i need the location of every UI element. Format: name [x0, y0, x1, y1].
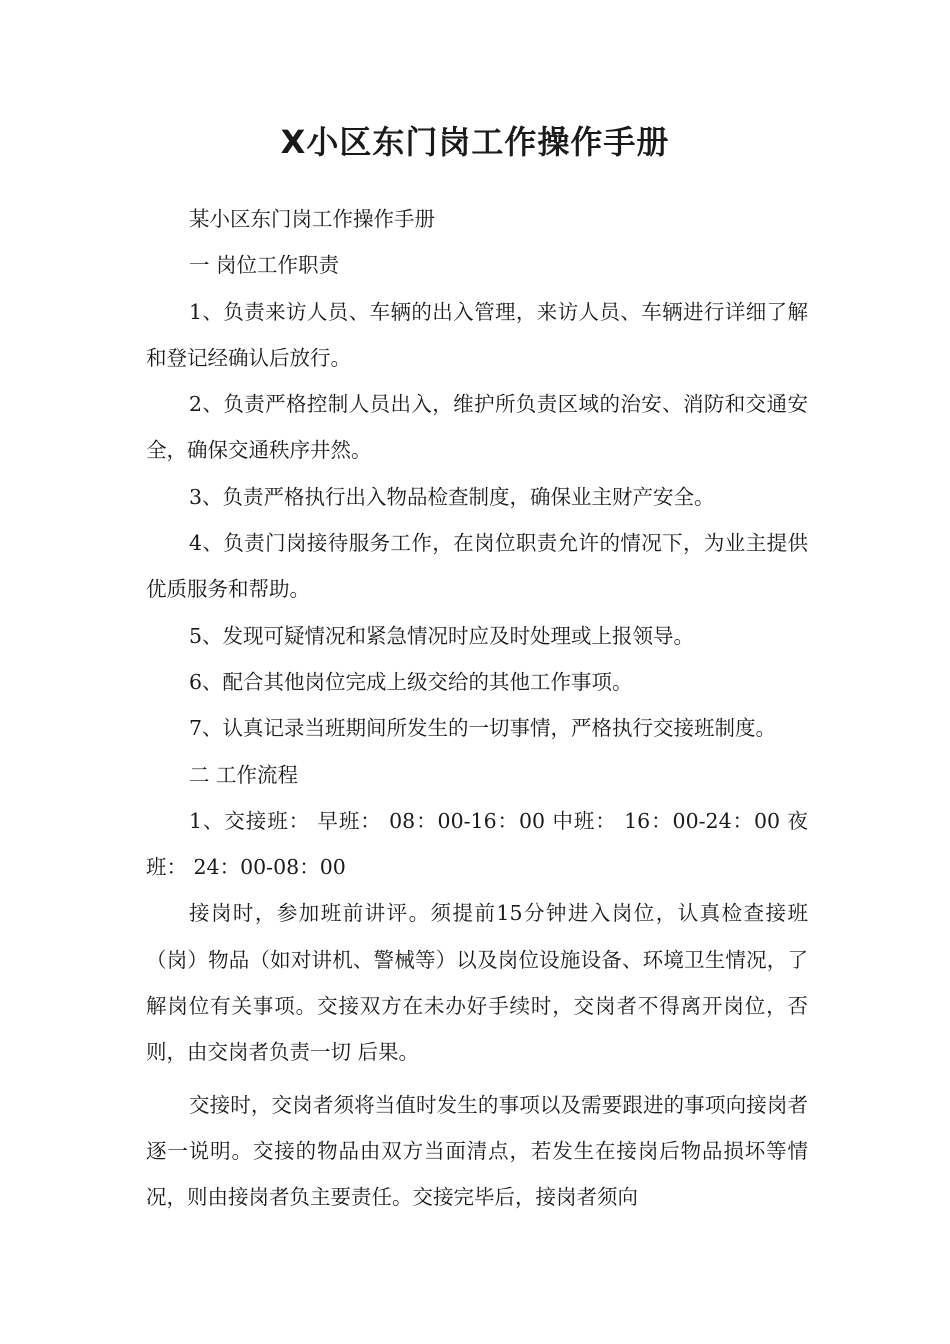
workflow-handover-paragraph: 交接时，交岗者须将当值时发生的事项以及需要跟进的事项向接岗者逐一说明。交接的物品由双方当面清点，若发生在接岗后物品损坏等情况，则由接岗者负主要责任。交接完毕后，接岗者须向 [146, 1092, 808, 1210]
paragraph-subtitle: 某小区东门岗工作操作手册 [189, 207, 435, 231]
section-heading-workflow: 二 工作流程 [189, 762, 299, 787]
duty-item-3: 3、负责严格执行出入物品检查制度，确保业主财产安全。 [189, 484, 715, 509]
duty-item-7: 7、认真记录当班期间所发生的一切事情，严格执行交接班制度。 [189, 716, 777, 741]
duty-item-4: 4、负责门岗接待服务工作，在岗位职责允许的情况下，为业主提供优质服务和帮助。 [146, 531, 808, 602]
document-title: X小区东门岗工作操作手册 [280, 123, 670, 161]
duty-item-2: 2、负责严格控制人员出入，维护所负责区域的治安、消防和交通安全，确保交通秩序井然。 [146, 392, 808, 463]
duty-item-1: 1、负责来访人员、车辆的出入管理，来访人员、车辆进行详细了解和登记经确认后放行。 [146, 299, 808, 370]
duty-item-5: 5、发现可疑情况和紧急情况时应及时处理或上报领导。 [189, 623, 695, 648]
workflow-shift-times: 1、交接班： 早班： 08：00-16：00 中班： 16：00-24：00 夜班： 24：00-08：00 [146, 808, 808, 880]
duty-item-6: 6、配合其他岗位完成上级交给的其他工作事项。 [189, 669, 633, 694]
document-body [146, 196, 808, 1221]
section-heading-duties: 一 岗位工作职责 [189, 253, 340, 278]
workflow-takeover-paragraph: 接岗时，参加班前讲评。须提前15分钟进入岗位，认真检查接班（岗）物品（如对讲机、警械等）以及岗位设施设备、环境卫生情况，了解岗位有关事项。交接双方在未办好手续时，交岗者不得离开岗位，否则，由交岗者负责一切 后果。 [146, 901, 808, 1065]
